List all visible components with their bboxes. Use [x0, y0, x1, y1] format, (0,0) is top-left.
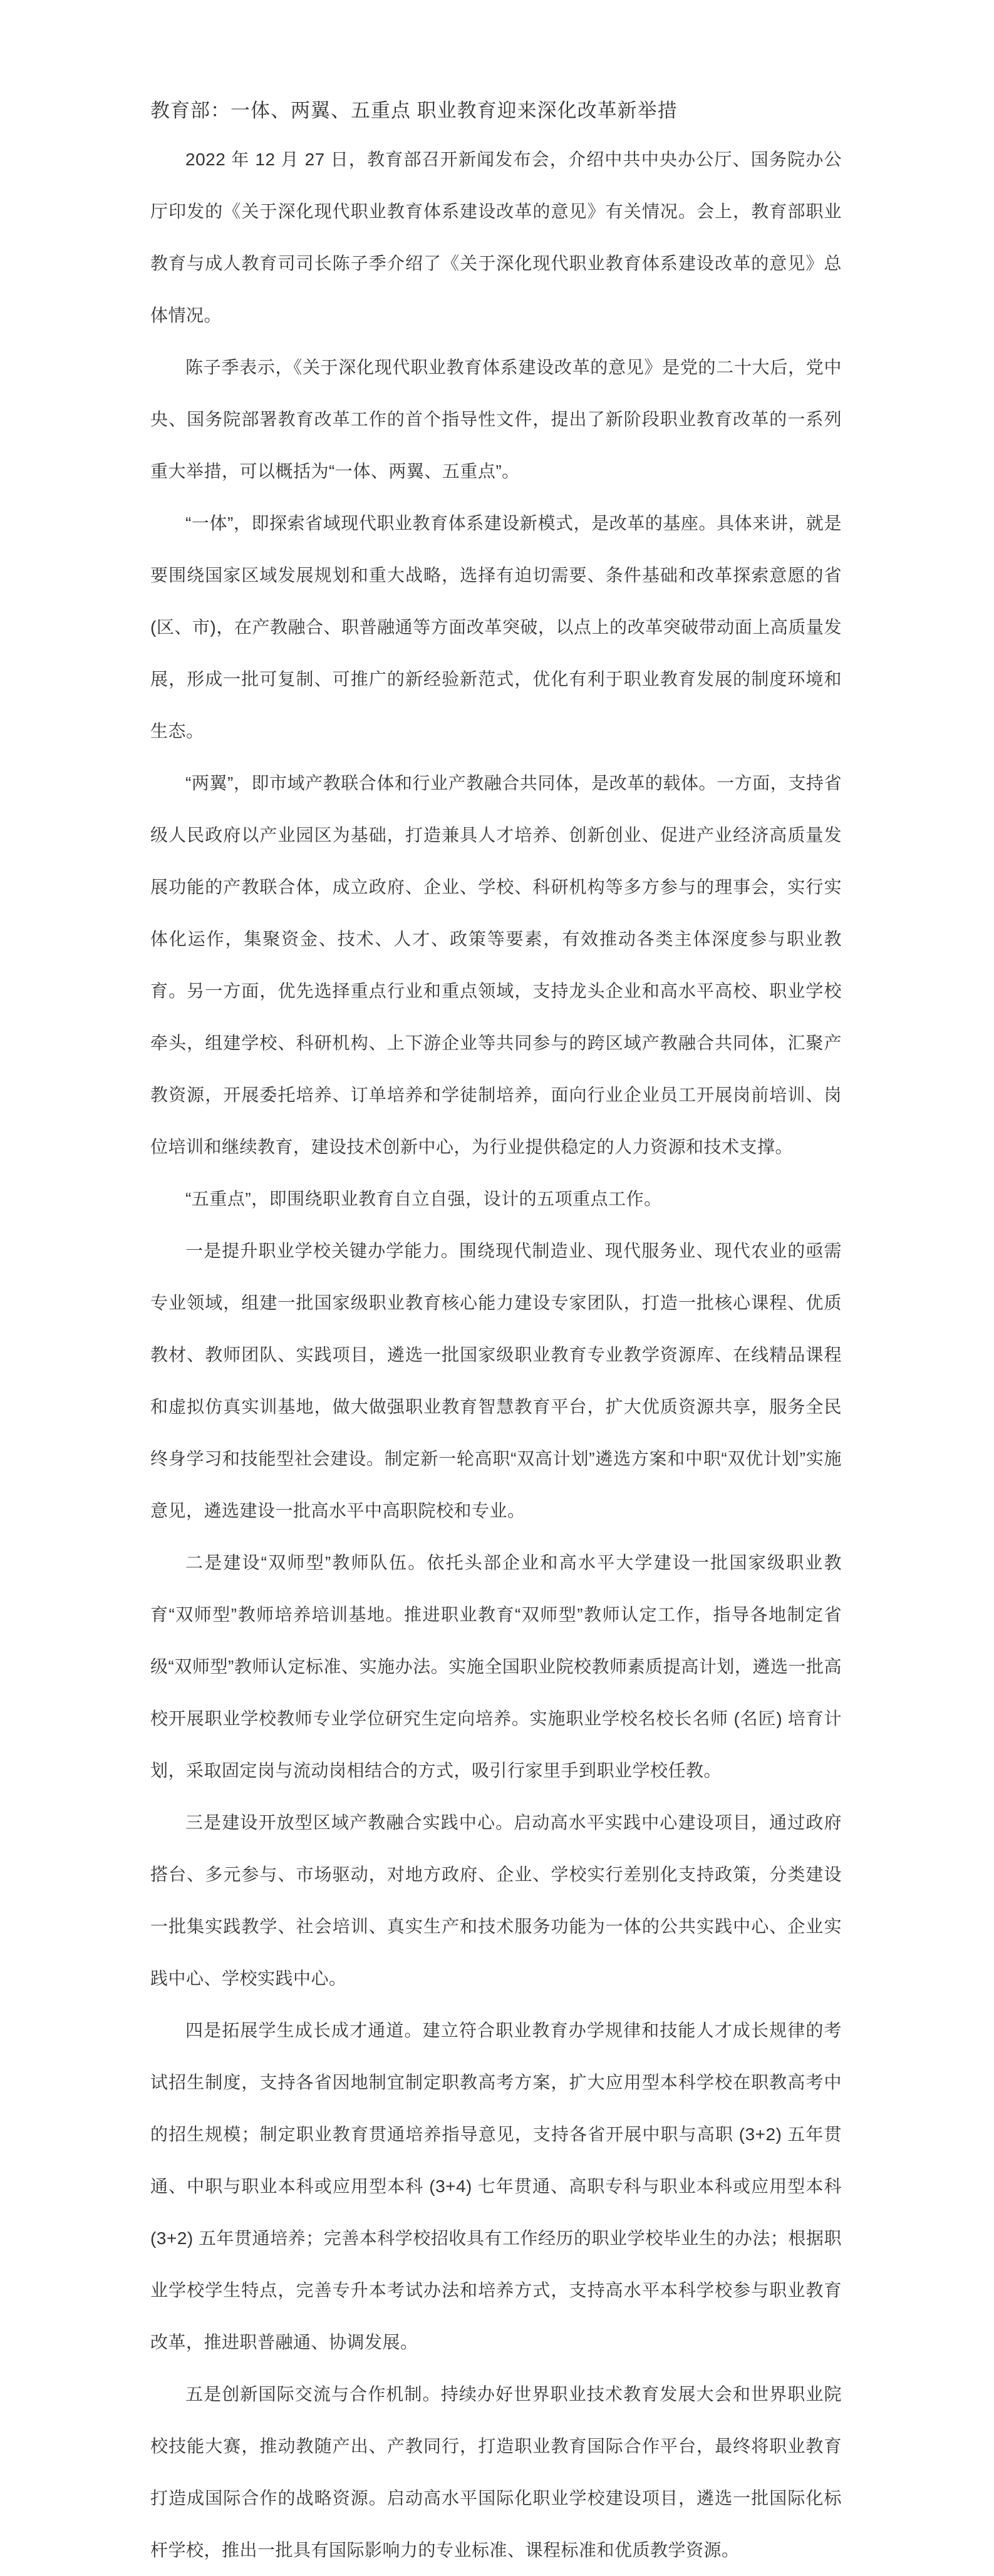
article-paragraph: “一体”，即探索省域现代职业教育体系建设新模式，是改革的基座。具体来讲，就是要围绕国家区域发展规划和重大战略，选择有迫切需要、条件基础和改革探索意愿的省 (区、市)，在产教融合、职普融通等方面改革突破，以点上的改革突破带动面上高质量发展，形成一批可复制、可推广的新经验新范式，优化有利于职业教育发展的制度环境和生态。	[150, 513, 842, 741]
article-paragraph: 陈子季表示，《关于深化现代职业教育体系建设改革的意见》是党的二十大后，党中央、国务院部署教育改革工作的首个指导性文件，提出了新阶段职业教育改革的一系列重大举措，可以概括为“一体、两翼、五重点”。	[150, 358, 842, 481]
article-paragraph: 五是创新国际交流与合作机制。持续办好世界职业技术教育发展大会和世界职业院校技能大赛，推动教随产出、产教同行，打造职业教育国际合作平台，最终将职业教育打造成国际合作的战略资源。启动高水平国际化职业学校建设项目，遴选一批国际化标杆学校，推出一批具有国际影响力的专业标准、课程标准和优质教学资源。	[150, 2384, 842, 2560]
article-paragraph: “两翼”，即市域产教联合体和行业产教融合共同体，是改革的载体。一方面，支持省级人民政府以产业园区为基础，打造兼具人才培养、创新创业、促进产业经济高质量发展功能的产教联合体，成立政府、企业、学校、科研机构等多方参与的理事会，实行实体化运作，集聚资金、技术、人才、政策等要素，有效推动各类主体深度参与职业教育。另一方面，优先选择重点行业和重点领域，支持龙头企业和高水平高校、职业学校牵头，组建学校、科研机构、上下游企业等共同参与的跨区域产教融合共同体，汇聚产教资源，开展委托培养、订单培养和学徒制培养，面向行业企业员工开展岗前培训、岗位培训和继续教育，建设技术创新中心，为行业提供稳定的人力资源和技术支撑。	[150, 773, 842, 1157]
article-paragraph: 二是建设“双师型”教师队伍。依托头部企业和高水平大学建设一批国家级职业教育“双师型”教师培养培训基地。推进职业教育“双师型”教师认定工作，指导各地制定省级“双师型”教师认定标准、实施办法。实施全国职业院校教师素质提高计划，遴选一批高校开展职业学校教师专业学位研究生定向培养。实施职业学校名校长名师 (名匠) 培育计划，采取固定岗与流动岗相结合的方式，吸引行家里手到职业学校任教。	[150, 1553, 842, 1780]
article-paragraph: “五重点”，即围绕职业教育自立自强，设计的五项重点工作。	[185, 1189, 662, 1208]
article	[150, 99, 842, 2576]
article-paragraph: 三是建设开放型区域产教融合实践中心。启动高水平实践中心建设项目，通过政府搭台、多元参与、市场驱动，对地方政府、企业、学校实行差别化支持政策，分类建设一批集实践教学、社会培训、真实生产和技术服务功能为一体的公共实践中心、企业实践中心、学校实践中心。	[150, 1813, 842, 1988]
article-paragraph: 一是提升职业学校关键办学能力。围绕现代制造业、现代服务业、现代农业的亟需专业领域，组建一批国家级职业教育核心能力建设专家团队，打造一批核心课程、优质教材、教师团队、实践项目，遴选一批国家级职业教育专业教学资源库、在线精品课程和虚拟仿真实训基地，做大做强职业教育智慧教育平台，扩大优质资源共享，服务全民终身学习和技能型社会建设。制定新一轮高职“双高计划”遴选方案和中职“双优计划”实施意见，遴选建设一批高水平中高职院校和专业。	[150, 1241, 842, 1520]
article-paragraph: 四是拓展学生成长成才通道。建立符合职业教育办学规律和技能人才成长规律的考试招生制度，支持各省因地制宜制定职教高考方案，扩大应用型本科学校在职教高考中的招生规模；制定职业教育贯通培养指导意见，支持各省开展中职与高职 (3+2) 五年贯通、中职与职业本科或应用型本科 (3+4) 七年贯通、高职专科与职业本科或应用型本科 (3+2) 五年贯通培养；完善本科学校招收具有工作经历的职业学校毕业生的办法；根据职业学校学生特点，完善专升本考试办法和培养方式，支持高水平本科学校参与职业教育改革，推进职普融通、协调发展。	[150, 2021, 842, 2352]
article-title: 教育部：一体、两翼、五重点 职业教育迎来深化改革新举措	[150, 100, 678, 121]
article-paragraph: 2022 年 12 月 27 日，教育部召开新闻发布会，介绍中共中央办公厅、国务院办公厅印发的《关于深化现代职业教育体系建设改革的意见》有关情况。会上，教育部职业教育与成人教育司司长陈子季介绍了《关于深化现代职业教育体系建设改革的意见》总体情况。	[150, 150, 842, 325]
article-body	[150, 133, 842, 2576]
